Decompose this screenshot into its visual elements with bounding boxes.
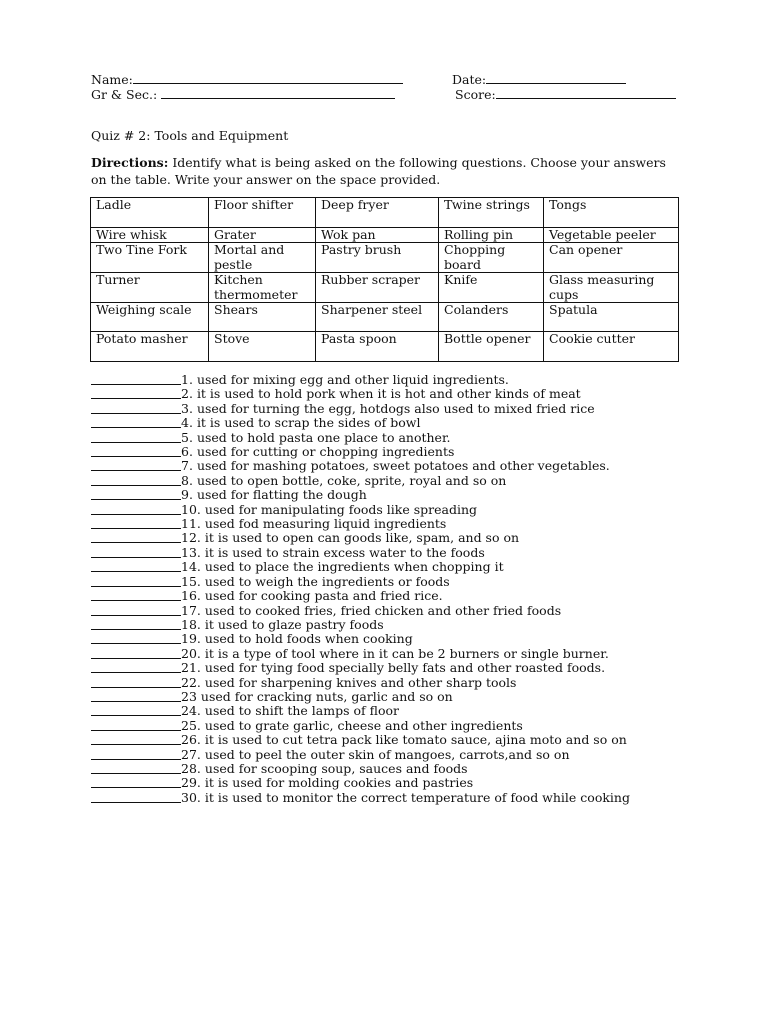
question-number: 13. <box>181 544 201 560</box>
answer-blank[interactable] <box>91 431 181 443</box>
table-cell: Pastry brush <box>316 243 439 273</box>
table-cell: Potato masher <box>91 332 209 362</box>
table-cell: Weighing scale <box>91 303 209 332</box>
table-cell: Glass measuring cups <box>544 273 679 303</box>
question-text: it is used to cut tetra pack like tomato sauce, ajina moto and so on <box>204 732 627 748</box>
question-text: used for sharpening knives and other sharp tools <box>204 674 517 690</box>
question-item <box>91 402 691 416</box>
grade-section-line[interactable] <box>161 87 395 99</box>
table-row <box>91 228 679 243</box>
answer-blank[interactable] <box>91 488 181 500</box>
question-item <box>91 517 691 531</box>
question-number: 16. <box>181 588 201 604</box>
answer-blank[interactable] <box>91 503 181 515</box>
question-text: it is used to open can goods like, spam, and so on <box>204 530 520 546</box>
question-text: used to grate garlic, cheese and other ingredients <box>204 717 523 733</box>
question-item <box>91 560 691 574</box>
question-item <box>91 575 691 589</box>
question-text: used for cooking pasta and fried rice. <box>204 588 443 604</box>
question-item <box>91 387 691 401</box>
date-line[interactable] <box>486 72 626 84</box>
table-row <box>91 273 679 303</box>
question-text: used to weigh the ingredients or foods <box>204 573 450 589</box>
question-number: 28. <box>181 760 201 776</box>
answer-blank[interactable] <box>91 589 181 601</box>
question-number: 6. <box>181 444 193 460</box>
table-cell: Vegetable peeler <box>544 228 679 243</box>
date-label: Date: <box>452 72 487 87</box>
question-text: it is used for molding cookies and pastries <box>204 775 474 791</box>
question-number: 14. <box>181 559 201 575</box>
answer-blank[interactable] <box>91 690 181 702</box>
table-cell: Rubber scraper <box>316 273 439 303</box>
table-row <box>91 243 679 273</box>
table-cell: Twine strings <box>439 198 544 228</box>
question-text: used for cracking nuts, garlic and so on <box>200 688 453 704</box>
answer-blank[interactable] <box>91 459 181 471</box>
question-item <box>91 748 691 762</box>
answer-blank[interactable] <box>91 387 181 399</box>
answer-blank[interactable] <box>91 762 181 774</box>
question-text: used for manipulating foods like spreading <box>204 501 478 517</box>
question-text: used for tying food specially belly fats and other roasted foods. <box>204 660 606 676</box>
question-number: 29. <box>181 775 201 791</box>
answer-choices-table <box>90 197 679 362</box>
question-item <box>91 416 691 430</box>
question-text: it is used to strain excess water to the foods <box>204 544 485 560</box>
table-cell: Turner <box>91 273 209 303</box>
question-item <box>91 604 691 618</box>
question-item <box>91 733 691 747</box>
question-number: 9. <box>181 487 193 503</box>
table-cell: Spatula <box>544 303 679 332</box>
question-text: it is used to monitor the correct temperature of food while cooking <box>204 789 630 805</box>
quiz-title: Quiz # 2: Tools and Equipment <box>91 128 289 143</box>
question-number: 5. <box>181 429 193 445</box>
score-label: Score: <box>455 87 496 102</box>
table-cell: Rolling pin <box>439 228 544 243</box>
table-cell: Can opener <box>544 243 679 273</box>
answer-blank[interactable] <box>91 373 181 385</box>
question-text: used for cutting or chopping ingredients <box>196 444 455 460</box>
table-cell: Tongs <box>544 198 679 228</box>
question-number: 19. <box>181 631 201 647</box>
table-cell: Wok pan <box>316 228 439 243</box>
answer-blank[interactable] <box>91 604 181 616</box>
question-number: 27. <box>181 746 201 762</box>
date-field[interactable] <box>452 72 626 87</box>
table-cell: Colanders <box>439 303 544 332</box>
table-cell: Ladle <box>91 198 209 228</box>
question-number: 3. <box>181 400 193 416</box>
directions-text: Identify what is being asked on the following questions. Choose your answers on the table. Write your answer on the space provided. <box>91 155 666 187</box>
name-line[interactable] <box>133 72 403 84</box>
question-item <box>91 531 691 545</box>
question-item <box>91 373 691 387</box>
question-item <box>91 704 691 718</box>
answer-blank[interactable] <box>91 546 181 558</box>
score-field[interactable] <box>455 87 676 102</box>
question-text: it used to glaze pastry foods <box>204 616 384 632</box>
table-cell: Stove <box>209 332 316 362</box>
question-number: 12. <box>181 530 201 546</box>
answer-blank[interactable] <box>91 416 181 428</box>
name-label: Name: <box>91 72 133 87</box>
answer-blank[interactable] <box>91 748 181 760</box>
question-item <box>91 690 691 704</box>
question-text: used to shift the lamps of floor <box>204 703 399 719</box>
table-cell: Sharpener steel <box>316 303 439 332</box>
question-item <box>91 546 691 560</box>
question-number: 4. <box>181 415 193 431</box>
question-number: 15. <box>181 573 201 589</box>
directions-label: Directions: <box>91 155 169 170</box>
question-item <box>91 488 691 502</box>
answer-blank[interactable] <box>91 661 181 673</box>
question-item <box>91 776 691 790</box>
directions <box>91 154 671 188</box>
question-number: 17. <box>181 602 201 618</box>
score-line[interactable] <box>496 87 676 99</box>
table-cell: Shears <box>209 303 316 332</box>
question-text: it is a type of tool where in it can be 2 burners or single burner. <box>204 645 609 661</box>
answer-blank[interactable] <box>91 647 181 659</box>
question-number: 25. <box>181 717 201 733</box>
question-number: 7. <box>181 458 193 474</box>
question-item <box>91 503 691 517</box>
question-text: it is used to hold pork when it is hot and other kinds of meat <box>196 386 581 402</box>
question-number: 20. <box>181 645 201 661</box>
table-cell: Wire whisk <box>91 228 209 243</box>
table-row <box>91 303 679 332</box>
question-text: used for turning the egg, hotdogs also used to mixed fried rice <box>196 400 595 416</box>
question-item <box>91 589 691 603</box>
answer-blank[interactable] <box>91 704 181 716</box>
name-field[interactable] <box>91 72 403 87</box>
question-number: 10. <box>181 501 201 517</box>
question-item <box>91 474 691 488</box>
questions-list <box>91 373 691 805</box>
question-number: 24. <box>181 703 201 719</box>
question-number: 8. <box>181 472 193 488</box>
question-number: 26. <box>181 732 201 748</box>
answer-blank[interactable] <box>91 531 181 543</box>
question-text: used to place the ingredients when chopping it <box>204 559 504 575</box>
answer-blank[interactable] <box>91 560 181 572</box>
answer-blank[interactable] <box>91 402 181 414</box>
table-cell: Cookie cutter <box>544 332 679 362</box>
question-text: used for flatting the dough <box>196 487 367 503</box>
question-item <box>91 762 691 776</box>
table-cell: Floor shifter <box>209 198 316 228</box>
question-item <box>91 632 691 646</box>
question-item <box>91 719 691 733</box>
question-text: used for mixing egg and other liquid ingredients. <box>196 372 509 387</box>
answer-blank[interactable] <box>91 517 181 529</box>
question-item <box>91 445 691 459</box>
question-item <box>91 431 691 445</box>
question-number: 2. <box>181 386 193 402</box>
table-cell: Chopping board <box>439 243 544 273</box>
question-item <box>91 661 691 675</box>
answer-blank[interactable] <box>91 632 181 644</box>
answer-blank[interactable] <box>91 575 181 587</box>
answer-blank[interactable] <box>91 733 181 745</box>
answer-blank[interactable] <box>91 776 181 788</box>
table-cell: Kitchen thermometer <box>209 273 316 303</box>
question-number: 21. <box>181 660 201 676</box>
table-cell: Two Tine Fork <box>91 243 209 273</box>
table-cell: Pasta spoon <box>316 332 439 362</box>
answer-blank[interactable] <box>91 791 181 803</box>
question-text: used for mashing potatoes, sweet potatoes and other vegetables. <box>196 458 610 474</box>
table-cell: Deep fryer <box>316 198 439 228</box>
question-number: 11. <box>181 516 201 532</box>
answer-blank[interactable] <box>91 676 181 688</box>
question-number: 23 <box>181 688 197 704</box>
table-cell: Bottle opener <box>439 332 544 362</box>
grade-section-field[interactable] <box>91 87 395 102</box>
question-item <box>91 459 691 473</box>
question-text: used to open bottle, coke, sprite, royal and so on <box>196 472 507 488</box>
question-item <box>91 676 691 690</box>
question-text: used to hold foods when cooking <box>204 631 413 647</box>
question-item <box>91 618 691 632</box>
question-number: 30. <box>181 789 201 805</box>
question-item <box>91 791 691 805</box>
question-number: 22. <box>181 674 201 690</box>
question-text: used to peel the outer skin of mangoes, carrots,and so on <box>204 746 570 762</box>
answer-blank[interactable] <box>91 618 181 630</box>
question-text: used fod measuring liquid ingredients <box>204 516 447 532</box>
answer-blank[interactable] <box>91 474 181 486</box>
question-text: used for scooping soup, sauces and foods <box>204 760 468 776</box>
question-number: 1. <box>181 372 193 387</box>
question-text: it is used to scrap the sides of bowl <box>196 415 421 431</box>
question-number: 18. <box>181 616 201 632</box>
question-item <box>91 647 691 661</box>
table-cell: Knife <box>439 273 544 303</box>
table-cell: Grater <box>209 228 316 243</box>
table-cell: Mortal and pestle <box>209 243 316 273</box>
table-row <box>91 332 679 362</box>
answer-blank[interactable] <box>91 445 181 457</box>
question-text: used to hold pasta one place to another. <box>196 429 451 445</box>
answer-blank[interactable] <box>91 719 181 731</box>
table-row <box>91 198 679 228</box>
question-text: used to cooked fries, fried chicken and other fried foods <box>204 602 562 618</box>
grade-section-label: Gr & Sec.: <box>91 87 158 102</box>
